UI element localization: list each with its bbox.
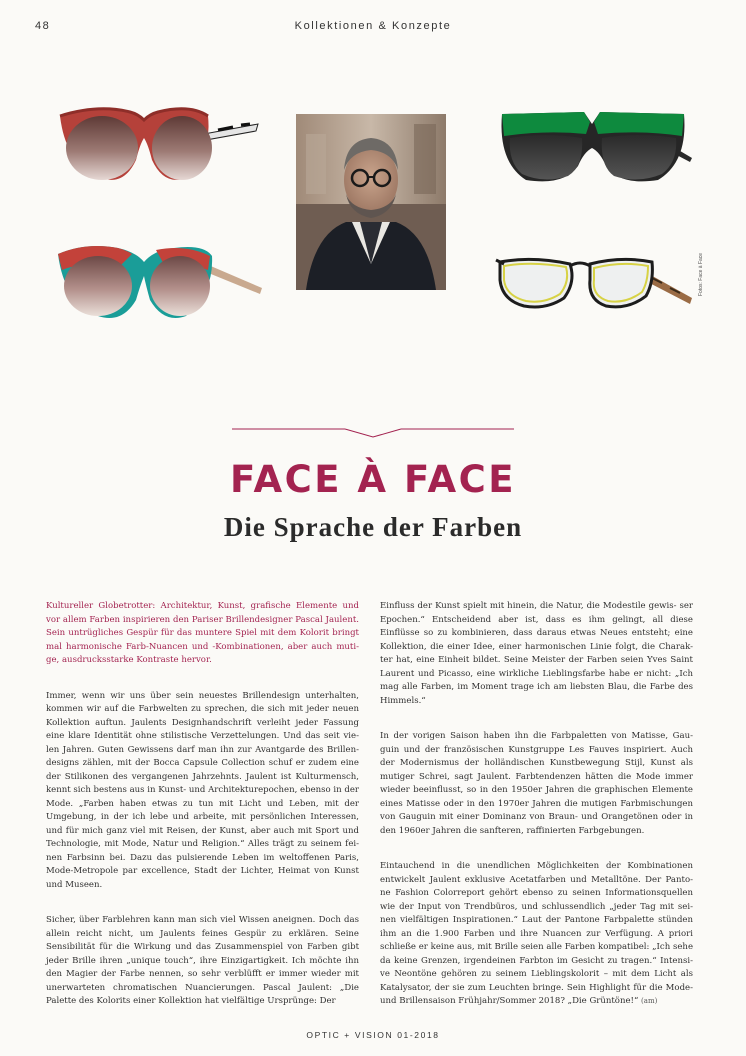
- author-tag: (am): [641, 997, 658, 1005]
- sunglasses-red-teal-round: [56, 240, 264, 324]
- article-paragraph: In der vorigen Saison haben ihn die Farbpaletten von Matisse, Gau- guin und der französischen Kunstgruppe Les Fauves inspiriert. Auch der Modernismus der holländischen Kunstbewegung Stijl, Kunst als mutiger Schrei, sagt Jaulent. Farbtendenzen hätten die Mode immer wieder beeinflusst, so in den 1950er Jahren die graphischen Elemente eines Matisse oder in den 1970er Jahren die mutigen Farbmischungen von Gauguin mit einer Dominanz von Braun- und Orangetönen oder in den 1960er Jahren die sanfteren, raffinierten Farbgebungen.: [380, 731, 693, 836]
- sunglasses-red-round: [58, 104, 260, 186]
- article-paragraph: Sicher, über Farblehren kann man sich viel Wissen aneignen. Doch das allein reicht nicht, um Jaulents feines Gespür zu erklären. Seine Sensibilität für die Wirkung und das Zusammenspiel von Farben gibt jeder Brille ihren „unique touch“, ihre Einzigartigkeit. Ich möchte ihn den Magier der Farbe nennen, so sehr verblüfft er immer wieder mit unerwarteten chromatischen Nuancierungen. Pascal Jaulent: „Die Palette des Kolorits einer Kollektion hat vielfältige Ursprünge: Der: [46, 915, 359, 1006]
- article-paragraph: Immer, wenn wir uns über sein neuestes Brillendesign unterhalten, kommen wir auf die Farbwelten zu sprechen, die sich mit jeder neuen Kollektion auftun. Jaulents Designhandschrift verleiht jeder Fassung eine klare Identität ohne stilistische Verzettelungen. Und das seit vie- len Jahren. Guten Gewissens darf man ihn zur Avantgarde des Brillen- designs zählen, mit der Bocca Capsule Collection schuf er zudem eine der Stilikonen des vergangenen Jahrzehnts. Jaulent ist Kulturmensch, kennt sich bestens aus in Kunst- und Architekturepochen, ebenso in der Mode. „Farben haben etwas zu tun mit Licht und Leben, mit der Umgebung, in der ich lebe und arbeite, mit persönlichen Interessen, und für mich ganz viel mit Reisen, der Kunst, aber auch mit Sport und Technologie, mit Mode, Natur und Religion.“ Alles trägt zu seinem fei- nen Farbsinn bei. Dazu das pulsierende Leben im weltoffenen Paris, Mode-Metropole par excellence, Stadt der Lichter, Heimat von Kunst und Museen.: [46, 690, 359, 890]
- article-headline: FACE À FACE: [229, 458, 517, 501]
- article-paragraph: [380, 860, 693, 1009]
- article-paragraph: Einfluss der Kunst spielt mit hinein, die Natur, die Modestile gewis- ser Epochen.“ Entscheidend aber ist, dass es ihm gelingt, all diese Einflüsse so zu kombinieren, dass daraus etwas Neues entsteht; eine Kollektion, die einer Idee, einer harmonischen Linie folgt, die Charak- ter hat, eine Einheit bildet. Seine Meister der Farben seien Yves Saint Laurent und Picasso, eine wirkliche Lieblingsfarbe habe er nicht: „Ich mag alle Farben, im Moment trage ich am liebsten Blau, die Farbe des Himmels.“: [380, 601, 693, 706]
- page-number: 48: [35, 20, 51, 32]
- portrait-pascal-jaulent: [296, 114, 446, 290]
- sunglasses-green-black-square: [498, 104, 694, 186]
- article-subheadline: Die Sprache der Farben: [223, 512, 523, 542]
- section-divider: [232, 427, 514, 439]
- footer-magazine-issue: OPTIC + VISION 01-2018: [306, 1030, 440, 1040]
- article-column-right: [380, 600, 693, 1020]
- article-paragraph-text: Eintauchend in die unendlichen Möglichkeiten der Kombinationen entwickelt Jaulent exklusive Acetatfarben und Metalltöne. Der Panto- ne Fashion Colorreport gehört ebenso zu seinen Informationsquellen wie der Input von Trendbüros, und schlussendlich „jeder Tag mit sei- nen vielfältigen Inspirationen.“ Laut der Pantone Farbpalette stünden ihm an die 1.900 Farben und ihre Nuancen zur Verfügung. A priori schließe er keine aus, mit Brille seien alle Farben kompatibel: „Ich sehe da keine Grenzen, irgendeinen Farbton im Gesicht zu tragen.“ Intensi- ve Neontöne gehören zu seinem Lieblingskolorit – mit dem Licht als Katalysator, der sie zum Leuchten bringe. Sein Highlight für die Mode- und Brillensaison Frühjahr/Sommer 2018? „Die Grüntöne!“: [380, 861, 693, 1006]
- glasses-black-yellow-optical: [492, 250, 696, 312]
- photo-credit: Fotos: Face à Face: [698, 252, 704, 296]
- section-title: Kollektionen & Konzepte: [294, 20, 452, 32]
- article-lead: Kultureller Globetrotter: Architektur, Kunst, grafische Elemente und vor allem Farben inspirieren den Pariser Brillendesigner Pascal Jaulent. Sein untrügliches Gespür für das muntere Spiel mit dem Kolorit bringt mal harmonische Farb-Nuancen und -Kombinationen, aber auch muti- ge, ausdrucksstarke Kontraste hervor.: [46, 601, 359, 665]
- article-column-left: [46, 600, 359, 1020]
